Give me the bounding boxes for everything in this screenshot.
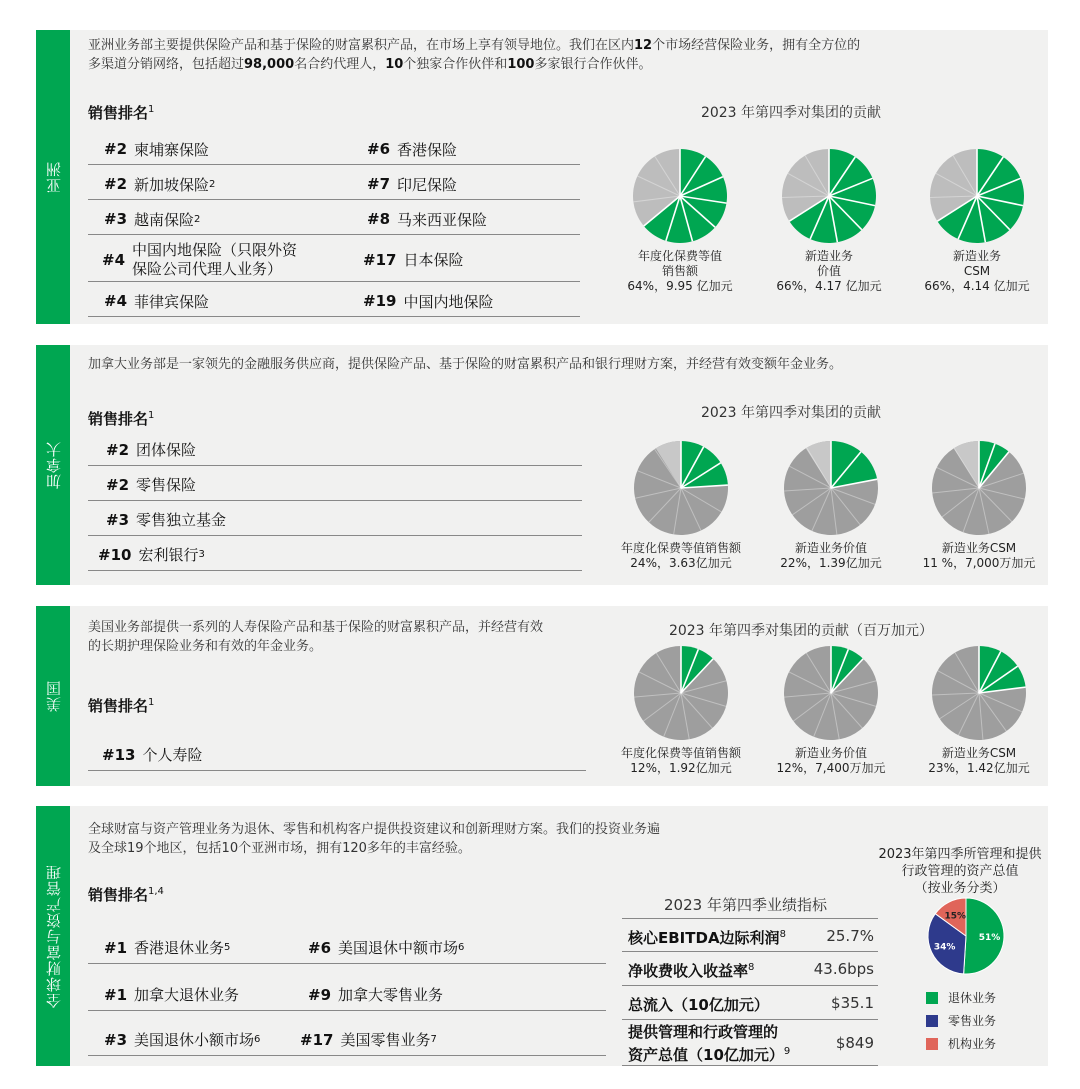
metric-value: $35.1 xyxy=(831,994,874,1012)
us-contrib-title: 2023 年第四季对集团的贡献（百万加元） xyxy=(668,623,934,639)
rank-item xyxy=(104,1029,260,1050)
footnote-ref: 2 xyxy=(194,213,201,225)
rank-number: #2 xyxy=(104,175,128,193)
rank-item xyxy=(300,1029,437,1050)
pie-caption xyxy=(756,541,906,571)
rank-row xyxy=(88,539,582,571)
aum-slice-label: 34% xyxy=(933,942,956,953)
asia-desc-text: 个市场经营保险业务，拥有全方位的 xyxy=(652,38,861,53)
rank-label: 美国退休小额市场 xyxy=(134,1031,255,1049)
rank-item xyxy=(106,509,226,530)
rank-label: 香港退休业务 xyxy=(134,939,225,957)
asia-desc-number: 98,000 xyxy=(244,57,295,72)
footnote-ref: 3 xyxy=(198,549,205,560)
rank-item xyxy=(102,241,297,279)
desc-text: 的长期护理保险业务和有效的年金业务。 xyxy=(88,639,323,654)
pie-block xyxy=(754,147,904,294)
rank-label: 零售保险 xyxy=(136,476,197,494)
rank-number: #2 xyxy=(106,440,130,459)
metric-label: 总流入（10亿加元） xyxy=(628,996,769,1014)
rank-item xyxy=(98,544,205,565)
rank-item xyxy=(104,937,230,958)
caption-text: 新造业务CSM xyxy=(941,746,1017,760)
rank-title-text: 销售排名 xyxy=(88,697,149,715)
asia-desc-text: 名合约代理人， xyxy=(294,57,386,72)
metric-row xyxy=(622,918,878,952)
rank-title-text: 销售排名 xyxy=(88,410,149,428)
rank-number: #3 xyxy=(104,210,128,228)
canada-contrib-title: 2023 年第四季对集团的贡献 xyxy=(700,405,882,421)
rank-number: #3 xyxy=(104,1030,128,1049)
aum-slice-label: 51% xyxy=(978,933,1001,944)
pie-block xyxy=(605,147,755,294)
aum-title-line: （按业务分类） xyxy=(914,881,1006,896)
caption-value: 12%，1.92亿加元 xyxy=(630,761,732,775)
rank-row xyxy=(88,504,582,536)
caption-text: 年度化保费等值销售额 xyxy=(620,541,741,555)
pie-caption xyxy=(606,541,756,571)
pie-chart xyxy=(631,147,729,245)
rank-item xyxy=(367,209,487,230)
rank-number: #17 xyxy=(363,250,397,269)
canada-rank-title xyxy=(88,408,154,429)
gwam-metrics-title: 2023 年第四季业绩指标 xyxy=(664,896,827,914)
rank-number: #4 xyxy=(104,292,128,310)
caption-text: 新造业务价值 xyxy=(794,541,867,555)
rank-label: 香港保险 xyxy=(397,140,458,159)
rank-number: #6 xyxy=(308,938,332,957)
rank-label: 加拿大退休业务 xyxy=(134,986,240,1004)
rank-row xyxy=(88,1024,606,1056)
footnote-ref: 1,4 xyxy=(148,886,164,897)
rank-label: 保险公司代理人业务） xyxy=(132,259,283,278)
rank-number: #13 xyxy=(102,745,136,764)
rank-label: 中国内地保险 xyxy=(403,292,494,311)
rank-item xyxy=(106,474,196,495)
pie-chart xyxy=(780,147,878,245)
pie-caption xyxy=(902,249,1052,294)
rank-row xyxy=(88,169,580,200)
caption-text: 价值 xyxy=(816,264,841,278)
legend-item xyxy=(926,989,996,1006)
rank-item xyxy=(104,174,215,195)
asia-tab xyxy=(36,30,70,324)
footnote-ref: 1 xyxy=(148,410,155,421)
rank-row xyxy=(88,932,606,964)
rank-number: #3 xyxy=(106,510,130,529)
metric-label-text: 提供管理和行政管理的 xyxy=(628,1023,779,1041)
rank-number: #4 xyxy=(102,250,126,269)
asia-desc-text: 多渠道分销网络，包括超过 xyxy=(88,57,245,72)
rank-row xyxy=(88,469,582,501)
caption-value: 23%，1.42亿加元 xyxy=(928,761,1030,775)
asia-desc-number: 100 xyxy=(507,57,535,72)
canada-section xyxy=(36,345,1048,585)
rank-row xyxy=(88,238,580,282)
us-description xyxy=(88,618,543,656)
pie-block xyxy=(902,147,1052,294)
caption-text: 年度化保费等值销售额 xyxy=(620,746,741,760)
legend-swatch-red xyxy=(926,1038,938,1050)
metric-label xyxy=(628,960,754,981)
rank-number: #19 xyxy=(363,292,397,310)
asia-rank-title xyxy=(88,102,154,123)
asia-contrib-title: 2023 年第四季对集团的贡献 xyxy=(700,105,882,121)
caption-value: 64%，9.95 亿加元 xyxy=(627,279,733,293)
rank-label-multiline xyxy=(132,241,297,279)
canada-description: 加拿大业务部是一家领先的金融服务供应商，提供保险产品、基于保险的财富累积产品和银行理财方案，并经营有效变额年金业务。 xyxy=(88,357,843,372)
caption-text: 销售额 xyxy=(661,264,698,278)
pie-slice-share xyxy=(681,441,728,488)
us-section xyxy=(36,606,1048,786)
pie-caption xyxy=(754,249,904,294)
asia-desc-number: 12 xyxy=(634,38,653,53)
pie-block xyxy=(606,644,756,776)
rank-label: 印尼保险 xyxy=(397,175,458,194)
rank-item xyxy=(308,937,464,958)
legend-label: 零售业务 xyxy=(948,1014,997,1028)
footnote-ref: 7 xyxy=(430,1034,437,1045)
rank-label: 中国内地保险（只限外资 xyxy=(132,240,298,259)
metric-label xyxy=(628,927,786,948)
rank-item xyxy=(102,744,202,765)
aum-title-line: 行政管理的资产总值 xyxy=(901,864,1019,879)
metric-value: 43.6bps xyxy=(813,960,874,978)
rank-label: 马来西亚保险 xyxy=(397,210,488,229)
rank-number: #9 xyxy=(308,985,332,1004)
rank-title-text: 销售排名 xyxy=(88,104,149,122)
rank-item xyxy=(367,174,457,195)
metric-row xyxy=(622,1020,878,1066)
rank-label: 零售独立基金 xyxy=(136,511,227,529)
rank-number: #7 xyxy=(367,175,391,193)
rank-row xyxy=(88,134,580,165)
desc-text: 及全球19个地区，包括10个亚洲市场，拥有120多年的丰富经验。 xyxy=(88,841,471,856)
rank-item xyxy=(104,984,239,1005)
asia-desc-text: 多家银行合作伙伴。 xyxy=(534,57,652,72)
rank-number: #2 xyxy=(106,475,130,494)
caption-text: CSM xyxy=(963,264,991,278)
rank-row xyxy=(88,204,580,235)
pie-block xyxy=(606,439,756,571)
rank-number: #17 xyxy=(300,1030,334,1049)
legend-swatch-navy xyxy=(926,1015,938,1027)
caption-text: 年度化保费等值 xyxy=(637,249,722,263)
rank-number: #8 xyxy=(367,210,391,228)
rank-title-text: 销售排名 xyxy=(88,886,149,904)
caption-value: 22%，1.39亿加元 xyxy=(780,556,882,570)
caption-text: 新造业务CSM xyxy=(941,541,1017,555)
desc-text: 美国业务部提供一系列的人寿保险产品和基于保险的财富累积产品，并经营有效 xyxy=(88,620,544,635)
asia-desc-text: 个独家合作伙伴和 xyxy=(403,57,508,72)
asia-desc-text: 亚洲业务部主要提供保险产品和基于保险的财富累积产品，在市场上享有领导地位。我们在区内 xyxy=(88,38,635,53)
footnote-ref: 8 xyxy=(779,929,786,940)
rank-label: 美国零售业务 xyxy=(340,1031,431,1049)
caption-text: 新造业务价值 xyxy=(794,746,867,760)
us-tab-label: 美国 xyxy=(44,680,63,712)
gwam-tab xyxy=(36,806,70,1066)
footnote-ref: 2 xyxy=(209,178,216,190)
legend-swatch-green xyxy=(926,992,938,1004)
footnote-ref: 1 xyxy=(148,697,155,708)
rank-label: 越南保险 xyxy=(134,210,195,229)
pie-chart xyxy=(782,644,880,742)
pie-chart xyxy=(632,644,730,742)
rank-number: #10 xyxy=(98,545,132,564)
asia-section xyxy=(36,30,1048,324)
caption-text: 新造业务 xyxy=(804,249,853,263)
pie-chart xyxy=(928,147,1026,245)
us-rank-title xyxy=(88,695,154,716)
footnote-ref: 5 xyxy=(224,942,231,953)
legend-label: 机构业务 xyxy=(948,1037,997,1051)
metric-row xyxy=(622,986,878,1020)
rank-number: #6 xyxy=(367,140,391,158)
rank-item xyxy=(104,139,209,160)
caption-value: 11 %，7,000万加元 xyxy=(922,556,1036,570)
aum-slice-label: 15% xyxy=(944,911,967,922)
footnote-ref: 1 xyxy=(148,104,155,115)
rank-label: 菲律宾保险 xyxy=(134,292,210,311)
gwam-rank-title xyxy=(88,884,164,905)
pie-caption xyxy=(904,746,1054,776)
rank-label: 美国退休中额市场 xyxy=(338,939,459,957)
rank-number: #1 xyxy=(104,985,128,1004)
metric-label xyxy=(628,1023,790,1065)
desc-text: 全球财富与资产管理业务为退休、零售和机构客户提供投资建议和创新理财方案。我们的投资业务遍 xyxy=(88,822,661,837)
caption-value: 12%，7,400万加元 xyxy=(776,761,886,775)
metric-label-text: 核心EBITDA边际利润 xyxy=(628,929,780,947)
asia-tab-label: 亚洲 xyxy=(44,161,63,193)
rank-item xyxy=(106,439,196,460)
pie-block xyxy=(756,644,906,776)
gwam-tab-label: 全球财富与资产管理 xyxy=(44,864,63,1008)
rank-item xyxy=(104,291,209,312)
rank-row xyxy=(88,286,580,317)
rank-label: 新加坡保险 xyxy=(134,175,210,194)
metric-value: $849 xyxy=(835,1034,874,1052)
caption-value: 66%，4.14 亿加元 xyxy=(924,279,1030,293)
caption-text: 新造业务 xyxy=(952,249,1001,263)
asia-description xyxy=(88,36,860,74)
rank-item xyxy=(363,249,463,270)
rank-row xyxy=(88,979,606,1011)
aum-title-line: 2023年第四季所管理和提供 xyxy=(878,847,1042,862)
us-tab xyxy=(36,606,70,786)
rank-label: 加拿大零售业务 xyxy=(338,986,444,1004)
footnote-ref: 6 xyxy=(458,942,465,953)
pie-block xyxy=(756,439,906,571)
caption-value: 24%，3.63亿加元 xyxy=(630,556,732,570)
footnote-ref: 9 xyxy=(783,1046,791,1057)
rank-number: #2 xyxy=(104,140,128,158)
rank-item xyxy=(367,139,457,160)
pie-caption xyxy=(904,541,1054,571)
footnote-ref: 6 xyxy=(254,1034,261,1045)
rank-label: 柬埔寨保险 xyxy=(134,140,210,159)
rank-label: 团体保险 xyxy=(136,441,197,459)
footnote-ref: 8 xyxy=(748,962,755,973)
pie-chart xyxy=(632,439,730,537)
canada-tab xyxy=(36,345,70,585)
pie-block xyxy=(904,644,1054,776)
pie-block xyxy=(904,439,1054,571)
rank-number: #1 xyxy=(104,938,128,957)
rank-item xyxy=(363,291,493,312)
legend-item xyxy=(926,1035,996,1052)
pie-caption xyxy=(605,249,755,294)
aum-pie-chart xyxy=(926,896,1006,976)
caption-value: 66%，4.17 亿加元 xyxy=(776,279,882,293)
rank-item xyxy=(104,209,200,230)
aum-chart-title xyxy=(872,846,1048,897)
pie-chart xyxy=(930,439,1028,537)
pie-chart xyxy=(782,439,880,537)
metric-label-text: 净收费收入收益率 xyxy=(628,962,749,980)
pie-slice-share xyxy=(979,646,1026,693)
legend-label: 退休业务 xyxy=(948,991,997,1005)
asia-desc-number: 10 xyxy=(385,57,404,72)
rank-label: 个人寿险 xyxy=(142,746,203,764)
rank-label: 日本保险 xyxy=(403,251,464,269)
pie-caption xyxy=(756,746,906,776)
canada-tab-label: 加拿大 xyxy=(44,441,63,489)
metric-row xyxy=(622,952,878,986)
pie-caption xyxy=(606,746,756,776)
metric-value: 25.7% xyxy=(826,927,874,945)
rank-row xyxy=(88,434,582,466)
rank-label: 宏利银行 xyxy=(138,546,199,564)
metric-label-text: 资产总值（10亿加元） xyxy=(628,1046,784,1064)
pie-chart xyxy=(930,644,1028,742)
rank-row xyxy=(88,739,586,771)
gwam-section xyxy=(36,806,1048,1066)
gwam-description xyxy=(88,820,660,858)
rank-item xyxy=(308,984,443,1005)
legend-item xyxy=(926,1012,996,1029)
